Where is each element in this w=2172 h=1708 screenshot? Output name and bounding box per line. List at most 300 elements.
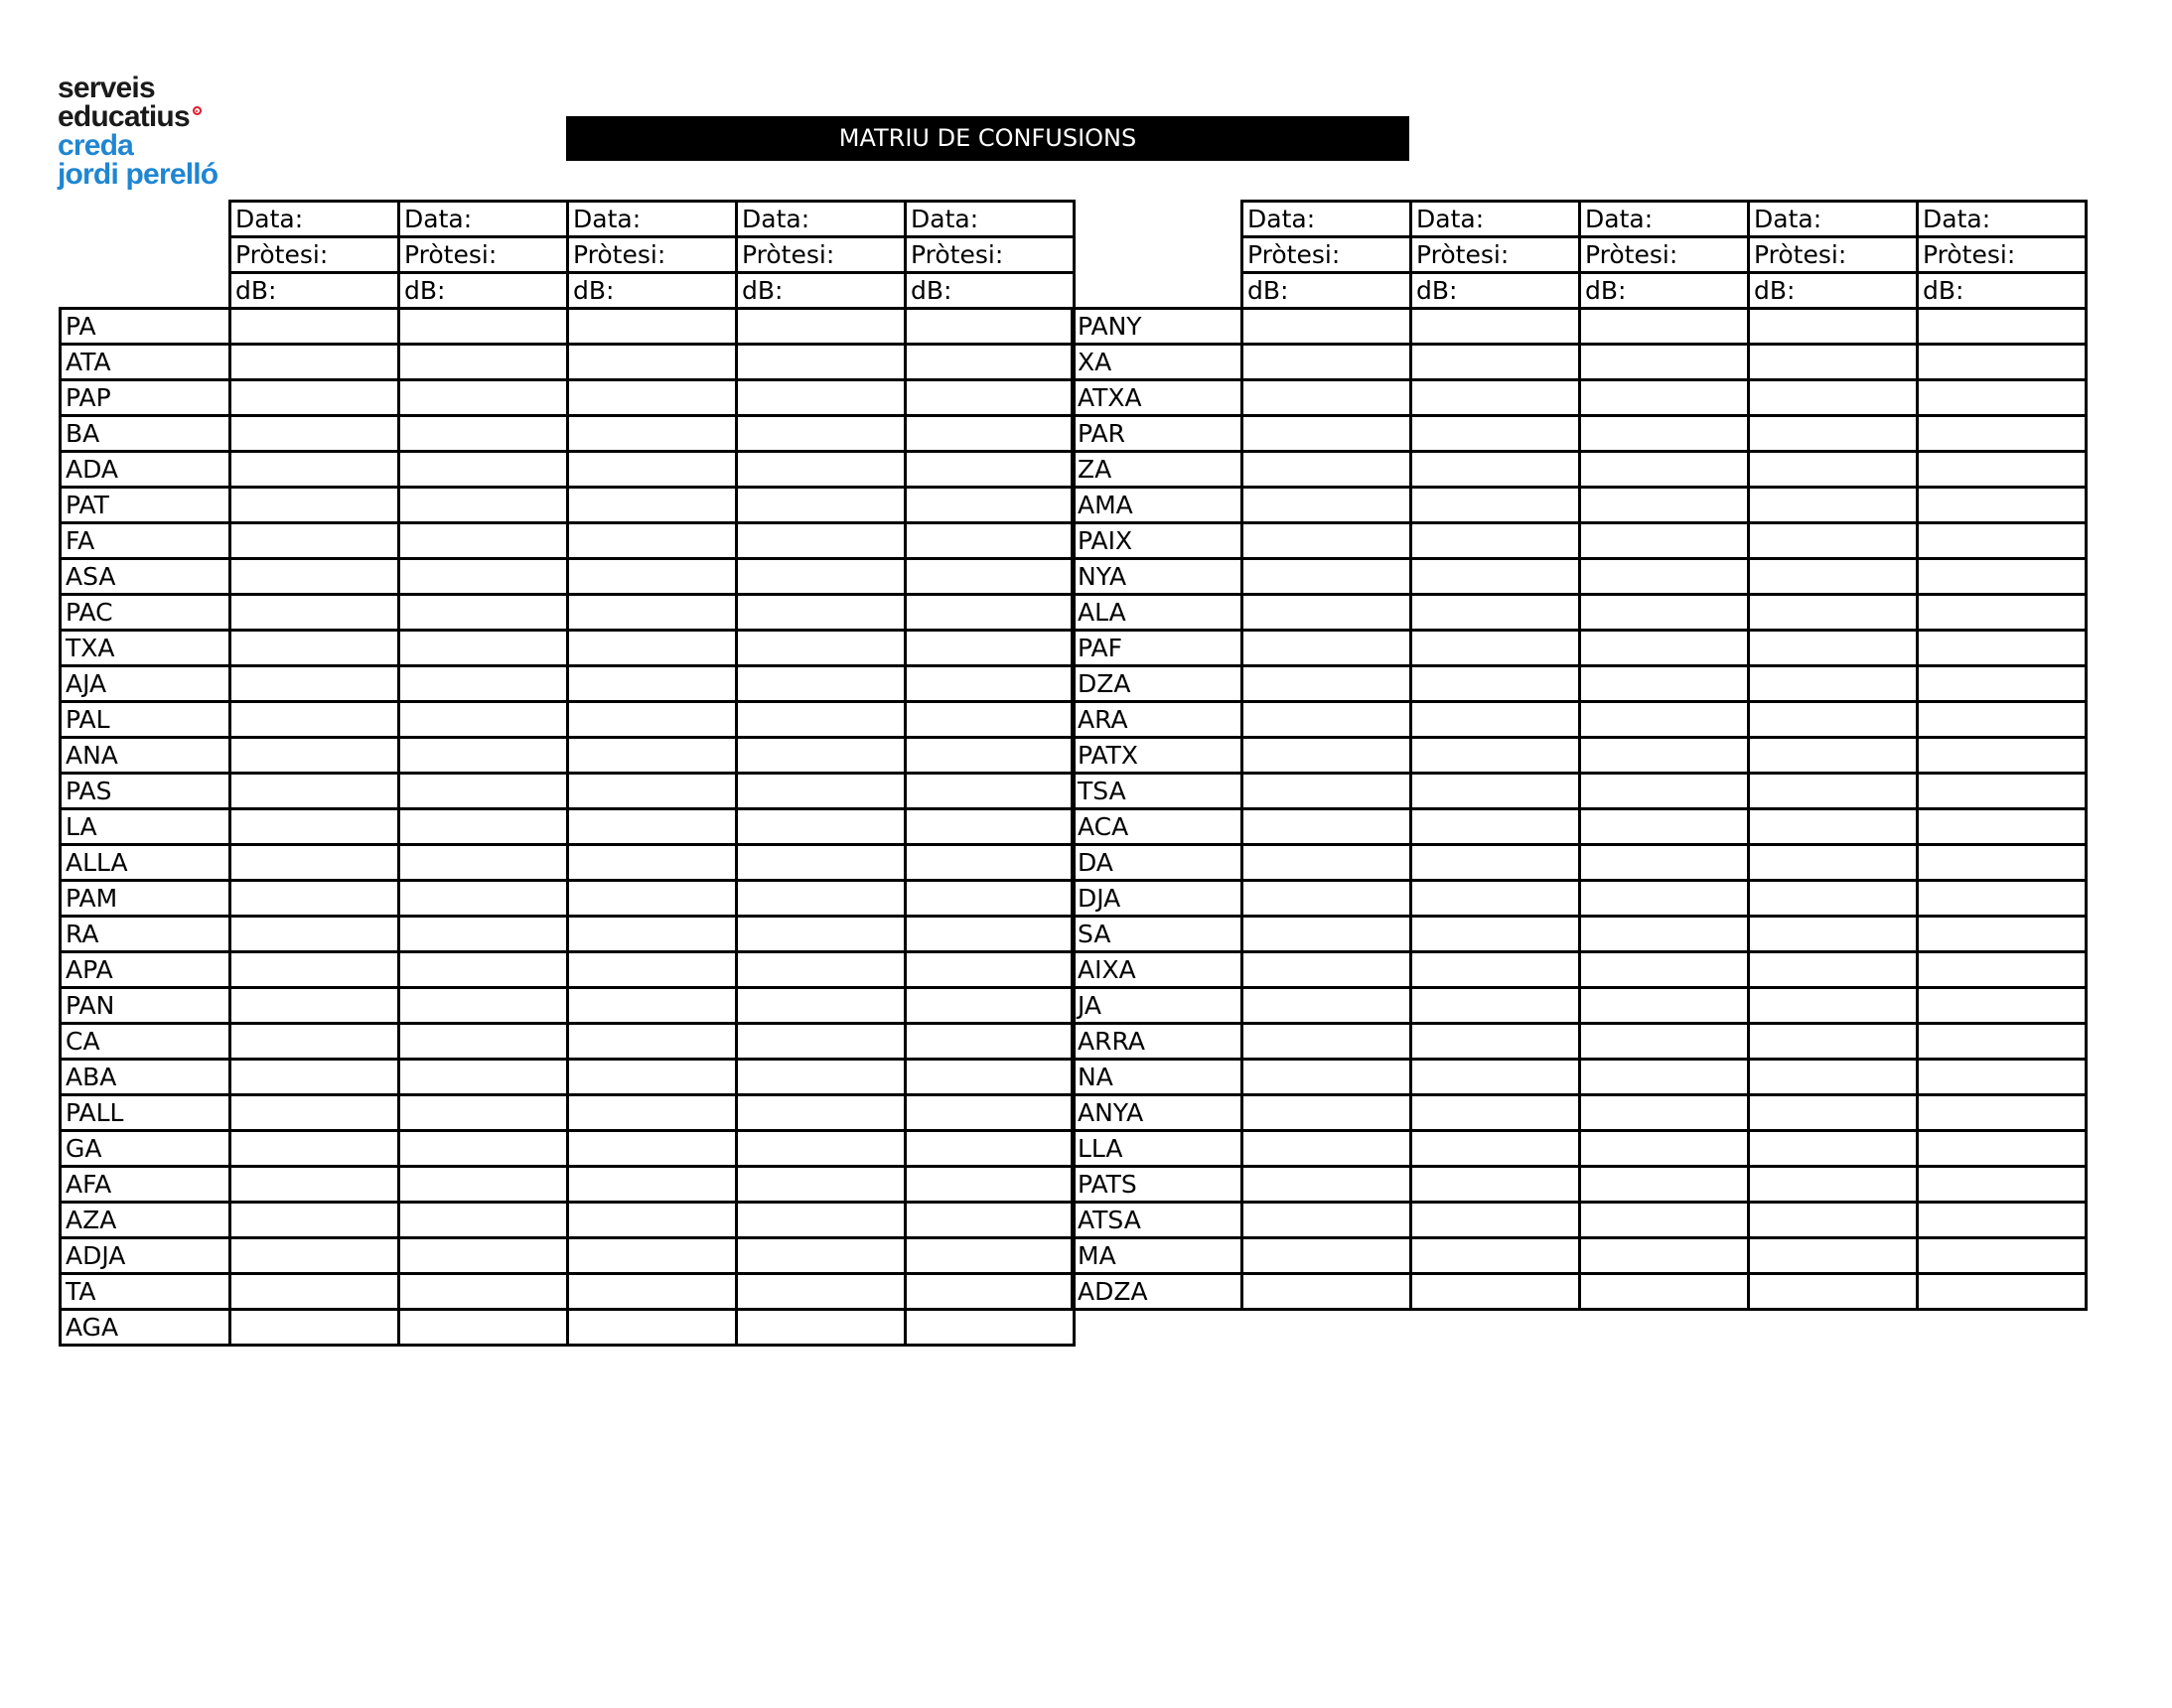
response-cell[interactable] (399, 345, 568, 380)
response-cell[interactable] (1918, 702, 2087, 738)
response-cell[interactable] (568, 595, 737, 631)
response-cell[interactable] (1411, 666, 1580, 702)
response-cell[interactable] (1411, 1238, 1580, 1274)
response-cell[interactable] (1411, 952, 1580, 988)
response-cell[interactable] (1411, 559, 1580, 595)
response-cell[interactable] (1749, 809, 1918, 845)
response-cell[interactable] (1411, 809, 1580, 845)
response-cell[interactable] (1749, 452, 1918, 488)
response-cell[interactable] (568, 309, 737, 345)
response-cell[interactable] (568, 1203, 737, 1238)
response-cell[interactable] (737, 380, 906, 416)
response-cell[interactable] (568, 988, 737, 1024)
response-cell[interactable] (568, 416, 737, 452)
response-cell[interactable] (1749, 1060, 1918, 1095)
response-cell[interactable] (230, 881, 399, 917)
response-cell[interactable] (906, 1310, 1075, 1346)
response-cell[interactable] (1580, 1203, 1749, 1238)
response-cell[interactable] (568, 917, 737, 952)
response-cell[interactable] (1411, 738, 1580, 774)
response-cell[interactable] (568, 666, 737, 702)
response-cell[interactable] (568, 1238, 737, 1274)
response-cell[interactable] (230, 952, 399, 988)
response-cell[interactable] (230, 345, 399, 380)
response-cell[interactable] (1918, 309, 2087, 345)
db-cell[interactable]: dB: (230, 273, 399, 309)
response-cell[interactable] (399, 1060, 568, 1095)
response-cell[interactable] (1411, 1203, 1580, 1238)
response-cell[interactable] (737, 595, 906, 631)
response-cell[interactable] (737, 666, 906, 702)
response-cell[interactable] (1242, 1203, 1411, 1238)
response-cell[interactable] (1411, 631, 1580, 666)
response-cell[interactable] (906, 917, 1075, 952)
response-cell[interactable] (1411, 988, 1580, 1024)
response-cell[interactable] (230, 702, 399, 738)
response-cell[interactable] (1918, 738, 2087, 774)
date-cell[interactable]: Data: (1749, 202, 1918, 237)
response-cell[interactable] (737, 988, 906, 1024)
response-cell[interactable] (737, 416, 906, 452)
response-cell[interactable] (906, 345, 1075, 380)
response-cell[interactable] (737, 1310, 906, 1346)
response-cell[interactable] (1242, 1060, 1411, 1095)
response-cell[interactable] (906, 452, 1075, 488)
response-cell[interactable] (1749, 488, 1918, 523)
response-cell[interactable] (1242, 809, 1411, 845)
response-cell[interactable] (1580, 488, 1749, 523)
response-cell[interactable] (568, 1095, 737, 1131)
response-cell[interactable] (737, 1238, 906, 1274)
response-cell[interactable] (568, 631, 737, 666)
response-cell[interactable] (1242, 380, 1411, 416)
response-cell[interactable] (1411, 1131, 1580, 1167)
response-cell[interactable] (568, 774, 737, 809)
response-cell[interactable] (1580, 523, 1749, 559)
response-cell[interactable] (568, 1274, 737, 1310)
response-cell[interactable] (568, 809, 737, 845)
prosthesis-cell[interactable]: Pròtesi: (568, 237, 737, 273)
response-cell[interactable] (1242, 345, 1411, 380)
date-cell[interactable]: Data: (230, 202, 399, 237)
response-cell[interactable] (1918, 1167, 2087, 1203)
response-cell[interactable] (399, 845, 568, 881)
response-cell[interactable] (1918, 1131, 2087, 1167)
date-cell[interactable]: Data: (1242, 202, 1411, 237)
response-cell[interactable] (1749, 666, 1918, 702)
date-cell[interactable]: Data: (1918, 202, 2087, 237)
response-cell[interactable] (568, 881, 737, 917)
response-cell[interactable] (1580, 881, 1749, 917)
response-cell[interactable] (906, 631, 1075, 666)
response-cell[interactable] (399, 309, 568, 345)
db-cell[interactable]: dB: (1242, 273, 1411, 309)
response-cell[interactable] (1242, 416, 1411, 452)
db-cell[interactable]: dB: (737, 273, 906, 309)
db-cell[interactable]: dB: (906, 273, 1075, 309)
db-cell[interactable]: dB: (1749, 273, 1918, 309)
db-cell[interactable]: dB: (1580, 273, 1749, 309)
response-cell[interactable] (906, 488, 1075, 523)
db-cell[interactable]: dB: (1918, 273, 2087, 309)
db-cell[interactable]: dB: (1411, 273, 1580, 309)
response-cell[interactable] (399, 1310, 568, 1346)
response-cell[interactable] (737, 559, 906, 595)
date-cell[interactable]: Data: (737, 202, 906, 237)
response-cell[interactable] (230, 1167, 399, 1203)
response-cell[interactable] (1242, 917, 1411, 952)
response-cell[interactable] (1918, 917, 2087, 952)
response-cell[interactable] (1242, 881, 1411, 917)
db-cell[interactable]: dB: (568, 273, 737, 309)
response-cell[interactable] (399, 631, 568, 666)
response-cell[interactable] (1411, 881, 1580, 917)
response-cell[interactable] (568, 452, 737, 488)
response-cell[interactable] (399, 1095, 568, 1131)
response-cell[interactable] (1411, 309, 1580, 345)
response-cell[interactable] (1580, 1238, 1749, 1274)
response-cell[interactable] (568, 523, 737, 559)
response-cell[interactable] (737, 1095, 906, 1131)
response-cell[interactable] (737, 309, 906, 345)
response-cell[interactable] (737, 845, 906, 881)
prosthesis-cell[interactable]: Pròtesi: (399, 237, 568, 273)
response-cell[interactable] (1411, 345, 1580, 380)
response-cell[interactable] (230, 738, 399, 774)
response-cell[interactable] (399, 595, 568, 631)
response-cell[interactable] (906, 845, 1075, 881)
response-cell[interactable] (1580, 809, 1749, 845)
response-cell[interactable] (906, 952, 1075, 988)
response-cell[interactable] (1918, 523, 2087, 559)
prosthesis-cell[interactable]: Pròtesi: (1411, 237, 1580, 273)
response-cell[interactable] (399, 917, 568, 952)
response-cell[interactable] (1749, 988, 1918, 1024)
prosthesis-cell[interactable]: Pròtesi: (1580, 237, 1749, 273)
response-cell[interactable] (568, 1167, 737, 1203)
response-cell[interactable] (399, 774, 568, 809)
response-cell[interactable] (1411, 523, 1580, 559)
response-cell[interactable] (1749, 774, 1918, 809)
response-cell[interactable] (1411, 1024, 1580, 1060)
prosthesis-cell[interactable]: Pròtesi: (1242, 237, 1411, 273)
response-cell[interactable] (1580, 845, 1749, 881)
response-cell[interactable] (399, 523, 568, 559)
response-cell[interactable] (1242, 631, 1411, 666)
response-cell[interactable] (906, 1060, 1075, 1095)
response-cell[interactable] (399, 1131, 568, 1167)
response-cell[interactable] (399, 1274, 568, 1310)
response-cell[interactable] (399, 1024, 568, 1060)
response-cell[interactable] (1411, 1060, 1580, 1095)
response-cell[interactable] (399, 559, 568, 595)
response-cell[interactable] (568, 1060, 737, 1095)
response-cell[interactable] (568, 1131, 737, 1167)
response-cell[interactable] (1918, 559, 2087, 595)
response-cell[interactable] (399, 809, 568, 845)
response-cell[interactable] (230, 845, 399, 881)
response-cell[interactable] (568, 952, 737, 988)
response-cell[interactable] (230, 452, 399, 488)
response-cell[interactable] (737, 1024, 906, 1060)
response-cell[interactable] (230, 809, 399, 845)
response-cell[interactable] (1411, 702, 1580, 738)
response-cell[interactable] (737, 1203, 906, 1238)
response-cell[interactable] (1411, 845, 1580, 881)
date-cell[interactable]: Data: (906, 202, 1075, 237)
response-cell[interactable] (737, 1274, 906, 1310)
response-cell[interactable] (230, 1203, 399, 1238)
response-cell[interactable] (1749, 738, 1918, 774)
response-cell[interactable] (1242, 1095, 1411, 1131)
response-cell[interactable] (906, 1131, 1075, 1167)
response-cell[interactable] (1749, 559, 1918, 595)
response-cell[interactable] (906, 774, 1075, 809)
response-cell[interactable] (1411, 1095, 1580, 1131)
response-cell[interactable] (568, 380, 737, 416)
response-cell[interactable] (230, 774, 399, 809)
response-cell[interactable] (230, 1060, 399, 1095)
response-cell[interactable] (399, 488, 568, 523)
response-cell[interactable] (906, 988, 1075, 1024)
response-cell[interactable] (1580, 452, 1749, 488)
response-cell[interactable] (1749, 1274, 1918, 1310)
response-cell[interactable] (230, 1310, 399, 1346)
response-cell[interactable] (1918, 1238, 2087, 1274)
response-cell[interactable] (1580, 988, 1749, 1024)
response-cell[interactable] (1580, 1095, 1749, 1131)
db-cell[interactable]: dB: (399, 273, 568, 309)
response-cell[interactable] (1242, 738, 1411, 774)
response-cell[interactable] (1411, 1167, 1580, 1203)
prosthesis-cell[interactable]: Pròtesi: (737, 237, 906, 273)
date-cell[interactable]: Data: (1411, 202, 1580, 237)
response-cell[interactable] (1918, 345, 2087, 380)
response-cell[interactable] (1918, 1024, 2087, 1060)
response-cell[interactable] (737, 631, 906, 666)
response-cell[interactable] (1918, 845, 2087, 881)
response-cell[interactable] (399, 416, 568, 452)
response-cell[interactable] (737, 952, 906, 988)
prosthesis-cell[interactable]: Pròtesi: (1918, 237, 2087, 273)
response-cell[interactable] (906, 1238, 1075, 1274)
response-cell[interactable] (568, 845, 737, 881)
response-cell[interactable] (906, 380, 1075, 416)
response-cell[interactable] (1242, 845, 1411, 881)
prosthesis-cell[interactable]: Pròtesi: (1749, 237, 1918, 273)
response-cell[interactable] (1580, 738, 1749, 774)
response-cell[interactable] (1580, 1024, 1749, 1060)
response-cell[interactable] (1749, 523, 1918, 559)
response-cell[interactable] (1411, 1274, 1580, 1310)
date-cell[interactable]: Data: (568, 202, 737, 237)
response-cell[interactable] (399, 1167, 568, 1203)
response-cell[interactable] (1580, 702, 1749, 738)
response-cell[interactable] (1580, 380, 1749, 416)
date-cell[interactable]: Data: (1580, 202, 1749, 237)
response-cell[interactable] (1749, 416, 1918, 452)
response-cell[interactable] (1411, 452, 1580, 488)
response-cell[interactable] (906, 738, 1075, 774)
response-cell[interactable] (906, 881, 1075, 917)
response-cell[interactable] (1918, 1095, 2087, 1131)
response-cell[interactable] (737, 345, 906, 380)
response-cell[interactable] (1242, 1274, 1411, 1310)
response-cell[interactable] (1580, 595, 1749, 631)
response-cell[interactable] (1749, 1238, 1918, 1274)
response-cell[interactable] (1580, 1060, 1749, 1095)
response-cell[interactable] (568, 488, 737, 523)
response-cell[interactable] (1242, 595, 1411, 631)
response-cell[interactable] (906, 666, 1075, 702)
response-cell[interactable] (1749, 1095, 1918, 1131)
response-cell[interactable] (230, 666, 399, 702)
response-cell[interactable] (568, 1024, 737, 1060)
response-cell[interactable] (1749, 1131, 1918, 1167)
date-cell[interactable]: Data: (399, 202, 568, 237)
response-cell[interactable] (1918, 774, 2087, 809)
response-cell[interactable] (1411, 917, 1580, 952)
response-cell[interactable] (230, 488, 399, 523)
response-cell[interactable] (737, 881, 906, 917)
response-cell[interactable] (399, 988, 568, 1024)
response-cell[interactable] (737, 809, 906, 845)
response-cell[interactable] (1580, 1274, 1749, 1310)
response-cell[interactable] (1918, 1274, 2087, 1310)
response-cell[interactable] (1918, 416, 2087, 452)
response-cell[interactable] (1749, 1167, 1918, 1203)
response-cell[interactable] (737, 917, 906, 952)
response-cell[interactable] (1580, 952, 1749, 988)
response-cell[interactable] (1411, 595, 1580, 631)
response-cell[interactable] (1918, 488, 2087, 523)
response-cell[interactable] (1749, 952, 1918, 988)
response-cell[interactable] (1242, 523, 1411, 559)
response-cell[interactable] (230, 559, 399, 595)
response-cell[interactable] (399, 952, 568, 988)
response-cell[interactable] (568, 702, 737, 738)
prosthesis-cell[interactable]: Pròtesi: (230, 237, 399, 273)
response-cell[interactable] (737, 523, 906, 559)
response-cell[interactable] (1580, 631, 1749, 666)
response-cell[interactable] (230, 595, 399, 631)
response-cell[interactable] (399, 1238, 568, 1274)
response-cell[interactable] (1580, 917, 1749, 952)
response-cell[interactable] (1918, 1060, 2087, 1095)
response-cell[interactable] (906, 1095, 1075, 1131)
response-cell[interactable] (906, 309, 1075, 345)
response-cell[interactable] (1242, 309, 1411, 345)
response-cell[interactable] (906, 1203, 1075, 1238)
response-cell[interactable] (1411, 416, 1580, 452)
response-cell[interactable] (1918, 809, 2087, 845)
response-cell[interactable] (230, 380, 399, 416)
response-cell[interactable] (906, 1024, 1075, 1060)
response-cell[interactable] (1580, 774, 1749, 809)
response-cell[interactable] (906, 523, 1075, 559)
response-cell[interactable] (906, 416, 1075, 452)
response-cell[interactable] (1749, 702, 1918, 738)
response-cell[interactable] (1580, 559, 1749, 595)
response-cell[interactable] (568, 738, 737, 774)
response-cell[interactable] (1242, 666, 1411, 702)
response-cell[interactable] (1580, 309, 1749, 345)
response-cell[interactable] (1918, 881, 2087, 917)
response-cell[interactable] (230, 1024, 399, 1060)
response-cell[interactable] (1749, 845, 1918, 881)
response-cell[interactable] (1918, 952, 2087, 988)
response-cell[interactable] (568, 559, 737, 595)
prosthesis-cell[interactable]: Pròtesi: (906, 237, 1075, 273)
response-cell[interactable] (906, 702, 1075, 738)
response-cell[interactable] (1580, 1131, 1749, 1167)
response-cell[interactable] (568, 1310, 737, 1346)
response-cell[interactable] (906, 559, 1075, 595)
response-cell[interactable] (1242, 702, 1411, 738)
response-cell[interactable] (230, 416, 399, 452)
response-cell[interactable] (1580, 1167, 1749, 1203)
response-cell[interactable] (1242, 1238, 1411, 1274)
response-cell[interactable] (1749, 631, 1918, 666)
response-cell[interactable] (1749, 380, 1918, 416)
response-cell[interactable] (1580, 416, 1749, 452)
response-cell[interactable] (230, 309, 399, 345)
response-cell[interactable] (1749, 309, 1918, 345)
response-cell[interactable] (906, 595, 1075, 631)
response-cell[interactable] (737, 702, 906, 738)
response-cell[interactable] (1242, 774, 1411, 809)
response-cell[interactable] (906, 1274, 1075, 1310)
response-cell[interactable] (1749, 345, 1918, 380)
response-cell[interactable] (737, 774, 906, 809)
response-cell[interactable] (737, 488, 906, 523)
response-cell[interactable] (1411, 380, 1580, 416)
response-cell[interactable] (399, 452, 568, 488)
response-cell[interactable] (1242, 1167, 1411, 1203)
response-cell[interactable] (1918, 1203, 2087, 1238)
response-cell[interactable] (399, 380, 568, 416)
response-cell[interactable] (1411, 488, 1580, 523)
response-cell[interactable] (737, 1167, 906, 1203)
response-cell[interactable] (230, 523, 399, 559)
response-cell[interactable] (230, 631, 399, 666)
response-cell[interactable] (737, 1131, 906, 1167)
response-cell[interactable] (399, 881, 568, 917)
response-cell[interactable] (568, 345, 737, 380)
response-cell[interactable] (1749, 1203, 1918, 1238)
response-cell[interactable] (230, 1274, 399, 1310)
response-cell[interactable] (399, 1203, 568, 1238)
response-cell[interactable] (1242, 988, 1411, 1024)
response-cell[interactable] (737, 1060, 906, 1095)
response-cell[interactable] (1749, 595, 1918, 631)
response-cell[interactable] (1580, 666, 1749, 702)
response-cell[interactable] (230, 1131, 399, 1167)
response-cell[interactable] (1918, 631, 2087, 666)
response-cell[interactable] (230, 917, 399, 952)
response-cell[interactable] (737, 452, 906, 488)
response-cell[interactable] (230, 1238, 399, 1274)
response-cell[interactable] (1580, 345, 1749, 380)
response-cell[interactable] (737, 738, 906, 774)
response-cell[interactable] (1242, 1024, 1411, 1060)
response-cell[interactable] (1918, 666, 2087, 702)
response-cell[interactable] (230, 988, 399, 1024)
response-cell[interactable] (1749, 881, 1918, 917)
response-cell[interactable] (1918, 452, 2087, 488)
response-cell[interactable] (1749, 917, 1918, 952)
response-cell[interactable] (1918, 595, 2087, 631)
